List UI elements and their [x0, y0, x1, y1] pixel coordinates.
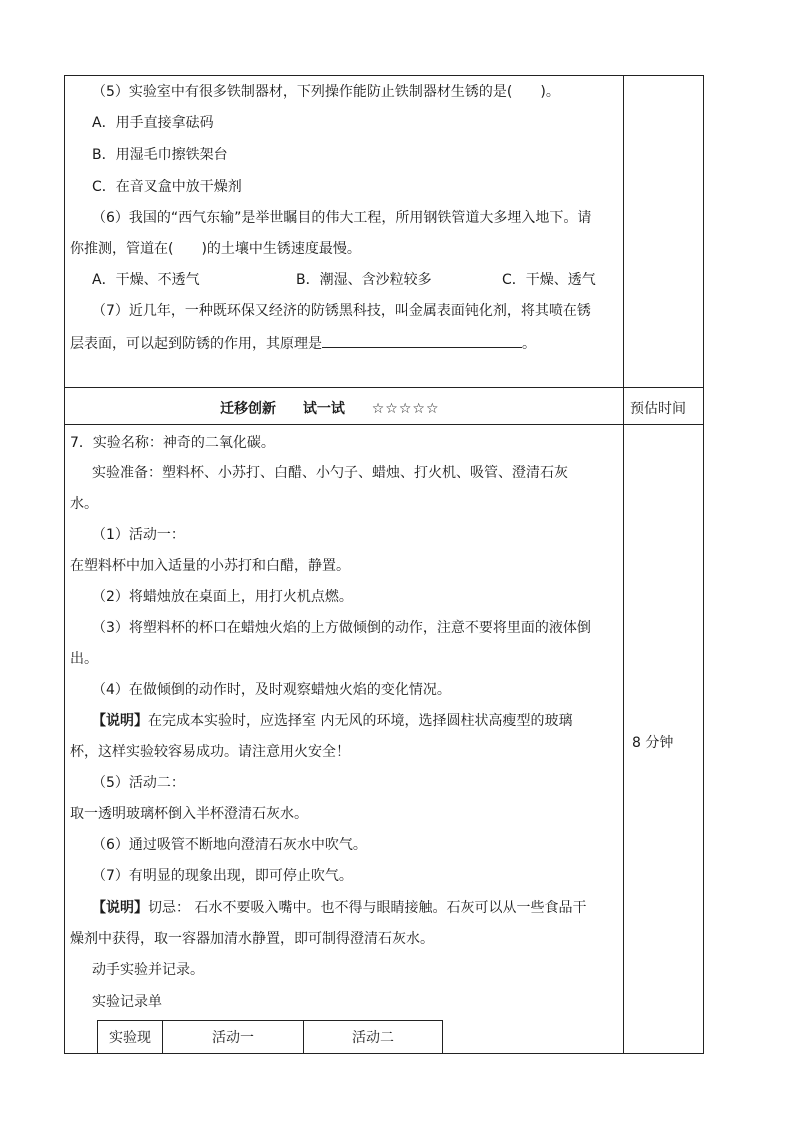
- experiment-prep-line1: 实验准备：塑料杯、小苏打、白醋、小勺子、蜡烛、打火机、吸管、澄清石灰: [92, 465, 568, 481]
- q7-line1: （7）近几年，一种既环保又经济的防锈黑科技，叫金属表面钝化剂，将其喷在锈: [92, 303, 591, 319]
- section-title: [220, 398, 462, 418]
- record-title: 实验记录单: [92, 994, 162, 1010]
- step-3-line1: （3）将塑料杯的杯口在蜡烛火焰的上方做倾倒的动作，注意不要将里面的液体倒: [92, 620, 591, 636]
- difficulty-stars: ☆☆☆☆☆: [371, 401, 440, 417]
- note1-label: 【说明】: [92, 713, 148, 729]
- note1-text: 在完成本实验时，应选择室 内无风的环境，选择圆柱状高瘦型的玻璃: [148, 713, 573, 729]
- step-2: （2）将蜡烛放在桌面上，用打火机点燃。: [92, 589, 353, 605]
- q7-line2-prefix: 层表面，可以起到防锈的作用，其原理是: [70, 336, 322, 352]
- activity2-desc: 取一透明玻璃杯倒入半杯澄清石灰水。: [70, 806, 308, 822]
- step-3-line2: 出。: [70, 651, 98, 667]
- q6-stem-line1: （6）我国的“西气东输”是举世瞩目的伟大工程，所用钢铁管道大多埋入地下。请: [92, 210, 592, 226]
- section-title-b: 试一试: [302, 401, 345, 417]
- note1-line2: 杯，这样实验较容易成功。请注意用火安全！: [70, 744, 350, 760]
- note2-line1: [92, 898, 586, 918]
- q7-line2-suffix: 。: [522, 336, 536, 352]
- q7-line2: [70, 333, 536, 354]
- note2-line2: 燥剂中获得，取一容器加清水静置，即可制得澄清石灰水。: [70, 931, 434, 947]
- activity1-desc: 在塑料杯中加入适量的小苏打和白醋，静置。: [70, 558, 350, 574]
- table-right-border: [703, 75, 704, 1054]
- activity1-title: （1）活动一：: [92, 527, 185, 543]
- q5-option-c: C．在音叉盒中放干燥剂: [92, 179, 242, 195]
- step-7: （7）有明显的现象出现，即可停止吹气。: [92, 868, 353, 884]
- record-header-activity1: 活动一: [163, 1021, 304, 1054]
- estimate-time-label: 预估时间: [630, 401, 686, 417]
- q5-stem: （5）实验室中有很多铁制器材，下列操作能防止铁制器材生锈的是( )。: [92, 84, 560, 100]
- note1-line1: [92, 711, 572, 731]
- record-header-activity2: 活动二: [304, 1021, 443, 1054]
- record-header-phenomenon: 实验现: [98, 1021, 163, 1054]
- column-divider: [623, 75, 624, 1054]
- answer-blank[interactable]: [322, 333, 522, 348]
- q6-stem-line2: 你推测，管道在( )的土壤中生锈速度最慢。: [70, 241, 361, 257]
- do-record: 动手实验并记录。: [92, 962, 204, 978]
- q5-option-a: A．用手直接拿砝码: [92, 115, 214, 131]
- estimate-minutes: 8 分钟: [632, 735, 674, 751]
- experiment-name: 7．实验名称：神奇的二氧化碳。: [70, 435, 275, 451]
- q6-option-a: A．干燥、不透气: [92, 272, 200, 288]
- table-left-border: [64, 75, 65, 1054]
- note2-label: 【说明】: [92, 900, 148, 916]
- experiment-prep-line2: 水。: [70, 496, 98, 512]
- q6-option-c: C．干燥、透气: [502, 272, 596, 288]
- activity2-title: （5）活动二：: [92, 775, 185, 791]
- section-divider: [64, 424, 704, 425]
- step-6: （6）通过吸管不断地向澄清石灰水中吹气。: [92, 837, 367, 853]
- q5-option-b: B．用湿毛巾擦铁架台: [92, 147, 228, 163]
- table-row: [98, 1021, 443, 1054]
- step-4: （4）在做倾倒的动作时，及时观察蜡烛火焰的变化情况。: [92, 682, 451, 698]
- section-title-a: 迁移创新: [220, 401, 276, 417]
- note2-text: 切忌： 石水不要吸入嘴中。也不得与眼睛接触。石灰可以从一些食品干: [148, 900, 587, 916]
- table-top-border: [64, 75, 704, 76]
- section-divider: [64, 387, 704, 388]
- q6-option-b: B．潮湿、含沙粒较多: [296, 272, 432, 288]
- record-table: [97, 1020, 443, 1054]
